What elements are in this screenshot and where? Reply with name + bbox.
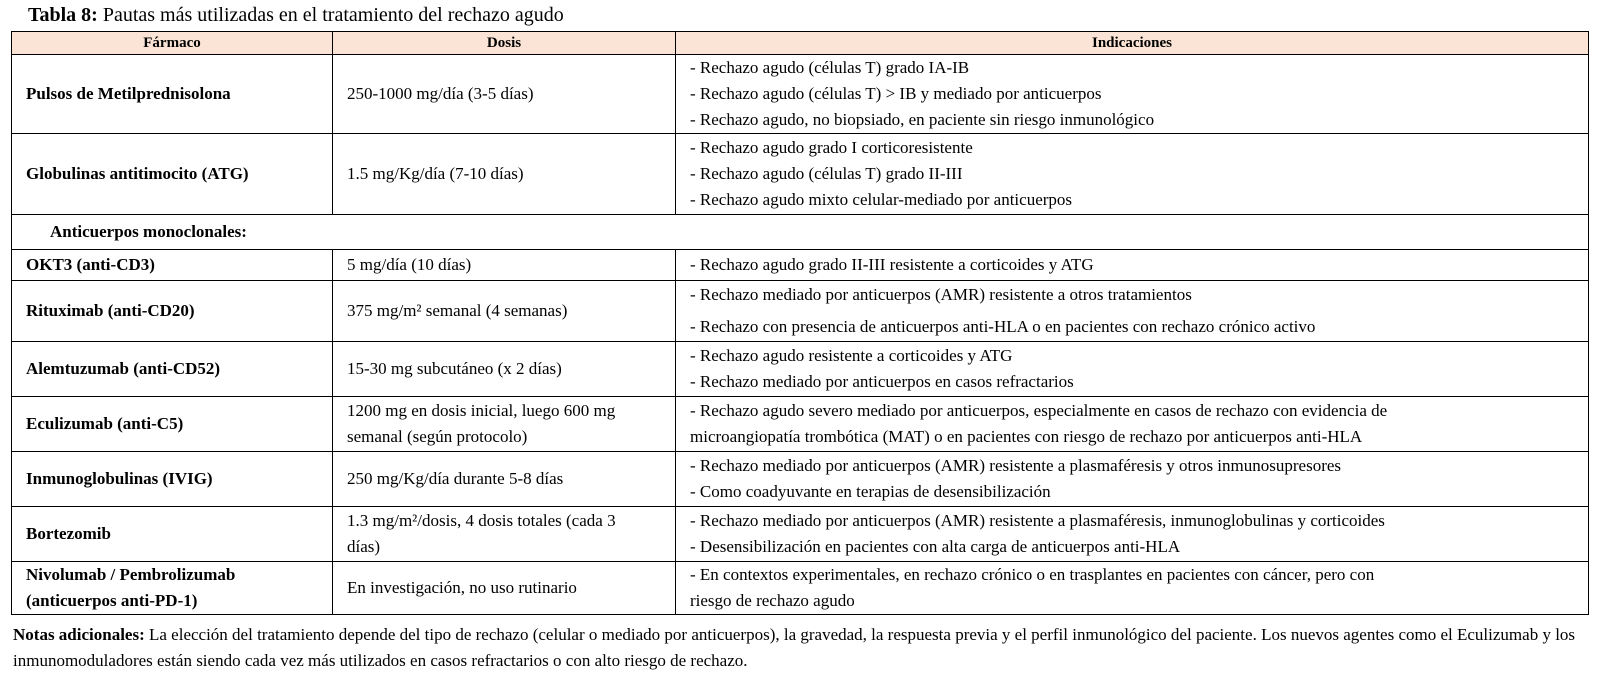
- dose-line: días): [347, 537, 381, 556]
- indications-cell: [676, 281, 1589, 342]
- treatment-table: [11, 31, 1589, 615]
- table-row: [12, 250, 1589, 281]
- drug-cell: Eculizumab (anti-C5): [12, 397, 333, 452]
- notes-label: Notas adicionales:: [13, 625, 145, 644]
- group-row: [12, 215, 1589, 250]
- table-row: [12, 562, 1589, 615]
- dose-cell: 250-1000 mg/día (3-5 días): [333, 55, 676, 134]
- indication-line: - Rechazo agudo (células T) grado II-III: [690, 164, 963, 183]
- dose-cell: 15-30 mg subcutáneo (x 2 días): [333, 342, 676, 397]
- header-drug: Fármaco: [12, 32, 333, 55]
- table-row: [12, 452, 1589, 507]
- dose-line: 1.3 mg/m²/dosis, 4 dosis totales (cada 3: [347, 511, 616, 530]
- dose-line: 1200 mg en dosis inicial, luego 600 mg: [347, 401, 616, 420]
- indication-line: - En contextos experimentales, en rechazo crónico o en trasplantes en pacientes con cáncer, pero con: [690, 565, 1375, 584]
- dose-cell: [333, 397, 676, 452]
- dose-cell: 1.5 mg/Kg/día (7-10 días): [333, 134, 676, 215]
- additional-notes: [13, 622, 1588, 674]
- dose-cell: 375 mg/m² semanal (4 semanas): [333, 281, 676, 342]
- indication-line: - Rechazo con presencia de anticuerpos anti-HLA o en pacientes con rechazo crónico activo: [690, 317, 1316, 336]
- indications-cell: [676, 342, 1589, 397]
- table-row: [12, 134, 1589, 215]
- drug-cell: Globulinas antitimocito (ATG): [12, 134, 333, 215]
- indication-line: - Rechazo agudo grado II-III resistente a corticoides y ATG: [690, 255, 1094, 274]
- caption-label: Tabla 8:: [28, 4, 98, 26]
- indication-line: - Desensibilización en pacientes con alta carga de anticuerpos anti-HLA: [690, 537, 1181, 556]
- indication-line: - Rechazo agudo (células T) > IB y mediado por anticuerpos: [690, 84, 1102, 103]
- indication-line: microangiopatía trombótica (MAT) o en pacientes con riesgo de rechazo por anticuerpos anti-HLA: [690, 427, 1363, 446]
- drug-line: (anticuerpos anti-PD-1): [26, 591, 198, 610]
- dose-cell: 250 mg/Kg/día durante 5-8 días: [333, 452, 676, 507]
- table-row: [12, 55, 1589, 134]
- indications-cell: [676, 562, 1589, 615]
- table-row: [12, 281, 1589, 342]
- drug-cell: Alemtuzumab (anti-CD52): [12, 342, 333, 397]
- drug-cell: Bortezomib: [12, 507, 333, 562]
- indications-cell: [676, 452, 1589, 507]
- indication-line: - Rechazo mediado por anticuerpos (AMR) resistente a plasmaféresis, inmunoglobulinas y corticoides: [690, 511, 1385, 530]
- indications-cell: [676, 250, 1589, 281]
- indications-cell: [676, 134, 1589, 215]
- indication-line: - Rechazo agudo severo mediado por anticuerpos, especialmente en casos de rechazo con evidencia de: [690, 401, 1388, 420]
- dose-cell: [333, 507, 676, 562]
- header-dose: Dosis: [333, 32, 676, 55]
- indication-line: - Rechazo agudo grado I corticoresistente: [690, 138, 973, 157]
- dose-cell: En investigación, no uso rutinario: [333, 562, 676, 615]
- drug-cell: Inmunoglobulinas (IVIG): [12, 452, 333, 507]
- table-row: [12, 342, 1589, 397]
- caption-text: Pautas más utilizadas en el tratamiento del rechazo agudo: [102, 4, 564, 26]
- group-label: Anticuerpos monoclonales:: [12, 215, 1589, 250]
- table-row: [12, 507, 1589, 562]
- table-header-row: [12, 32, 1589, 55]
- indication-line: - Como coadyuvante en terapias de desensibilización: [690, 482, 1051, 501]
- header-indications: Indicaciones: [676, 32, 1589, 55]
- drug-cell: Rituximab (anti-CD20): [12, 281, 333, 342]
- drug-cell: OKT3 (anti-CD3): [12, 250, 333, 281]
- indication-line: - Rechazo mediado por anticuerpos (AMR) resistente a otros tratamientos: [690, 285, 1192, 304]
- indication-line: - Rechazo mediado por anticuerpos en casos refractarios: [690, 372, 1074, 391]
- dose-cell: 5 mg/día (10 días): [333, 250, 676, 281]
- indication-line: riesgo de rechazo agudo: [690, 591, 855, 610]
- dose-line: semanal (según protocolo): [347, 427, 528, 446]
- drug-cell: Pulsos de Metilprednisolona: [12, 55, 333, 134]
- indication-line: - Rechazo agudo, no biopsiado, en paciente sin riesgo inmunológico: [690, 110, 1155, 129]
- indications-cell: [676, 507, 1589, 562]
- drug-cell: [12, 562, 333, 615]
- indication-line: - Rechazo agudo resistente a corticoides y ATG: [690, 346, 1013, 365]
- table-row: [12, 397, 1589, 452]
- indications-cell: [676, 397, 1589, 452]
- notes-text: La elección del tratamiento depende del tipo de rechazo (celular o mediado por anticuerpos), la gravedad, la respuesta previa y el perfil inmunológico del paciente. Los nuevos agentes como el Eculizumab y los inmunomoduladores están siendo cada vez más utilizados en casos refractarios o con alto riesgo de rechazo.: [13, 625, 1576, 670]
- indication-line: - Rechazo agudo (células T) grado IA-IB: [690, 58, 970, 77]
- indication-line: - Rechazo mediado por anticuerpos (AMR) resistente a plasmaféresis y otros inmunosupresores: [690, 456, 1342, 475]
- indication-line: - Rechazo agudo mixto celular-mediado por anticuerpos: [690, 190, 1073, 209]
- indications-cell: [676, 55, 1589, 134]
- table-caption: [28, 2, 564, 28]
- drug-line: Nivolumab / Pembrolizumab: [26, 565, 236, 584]
